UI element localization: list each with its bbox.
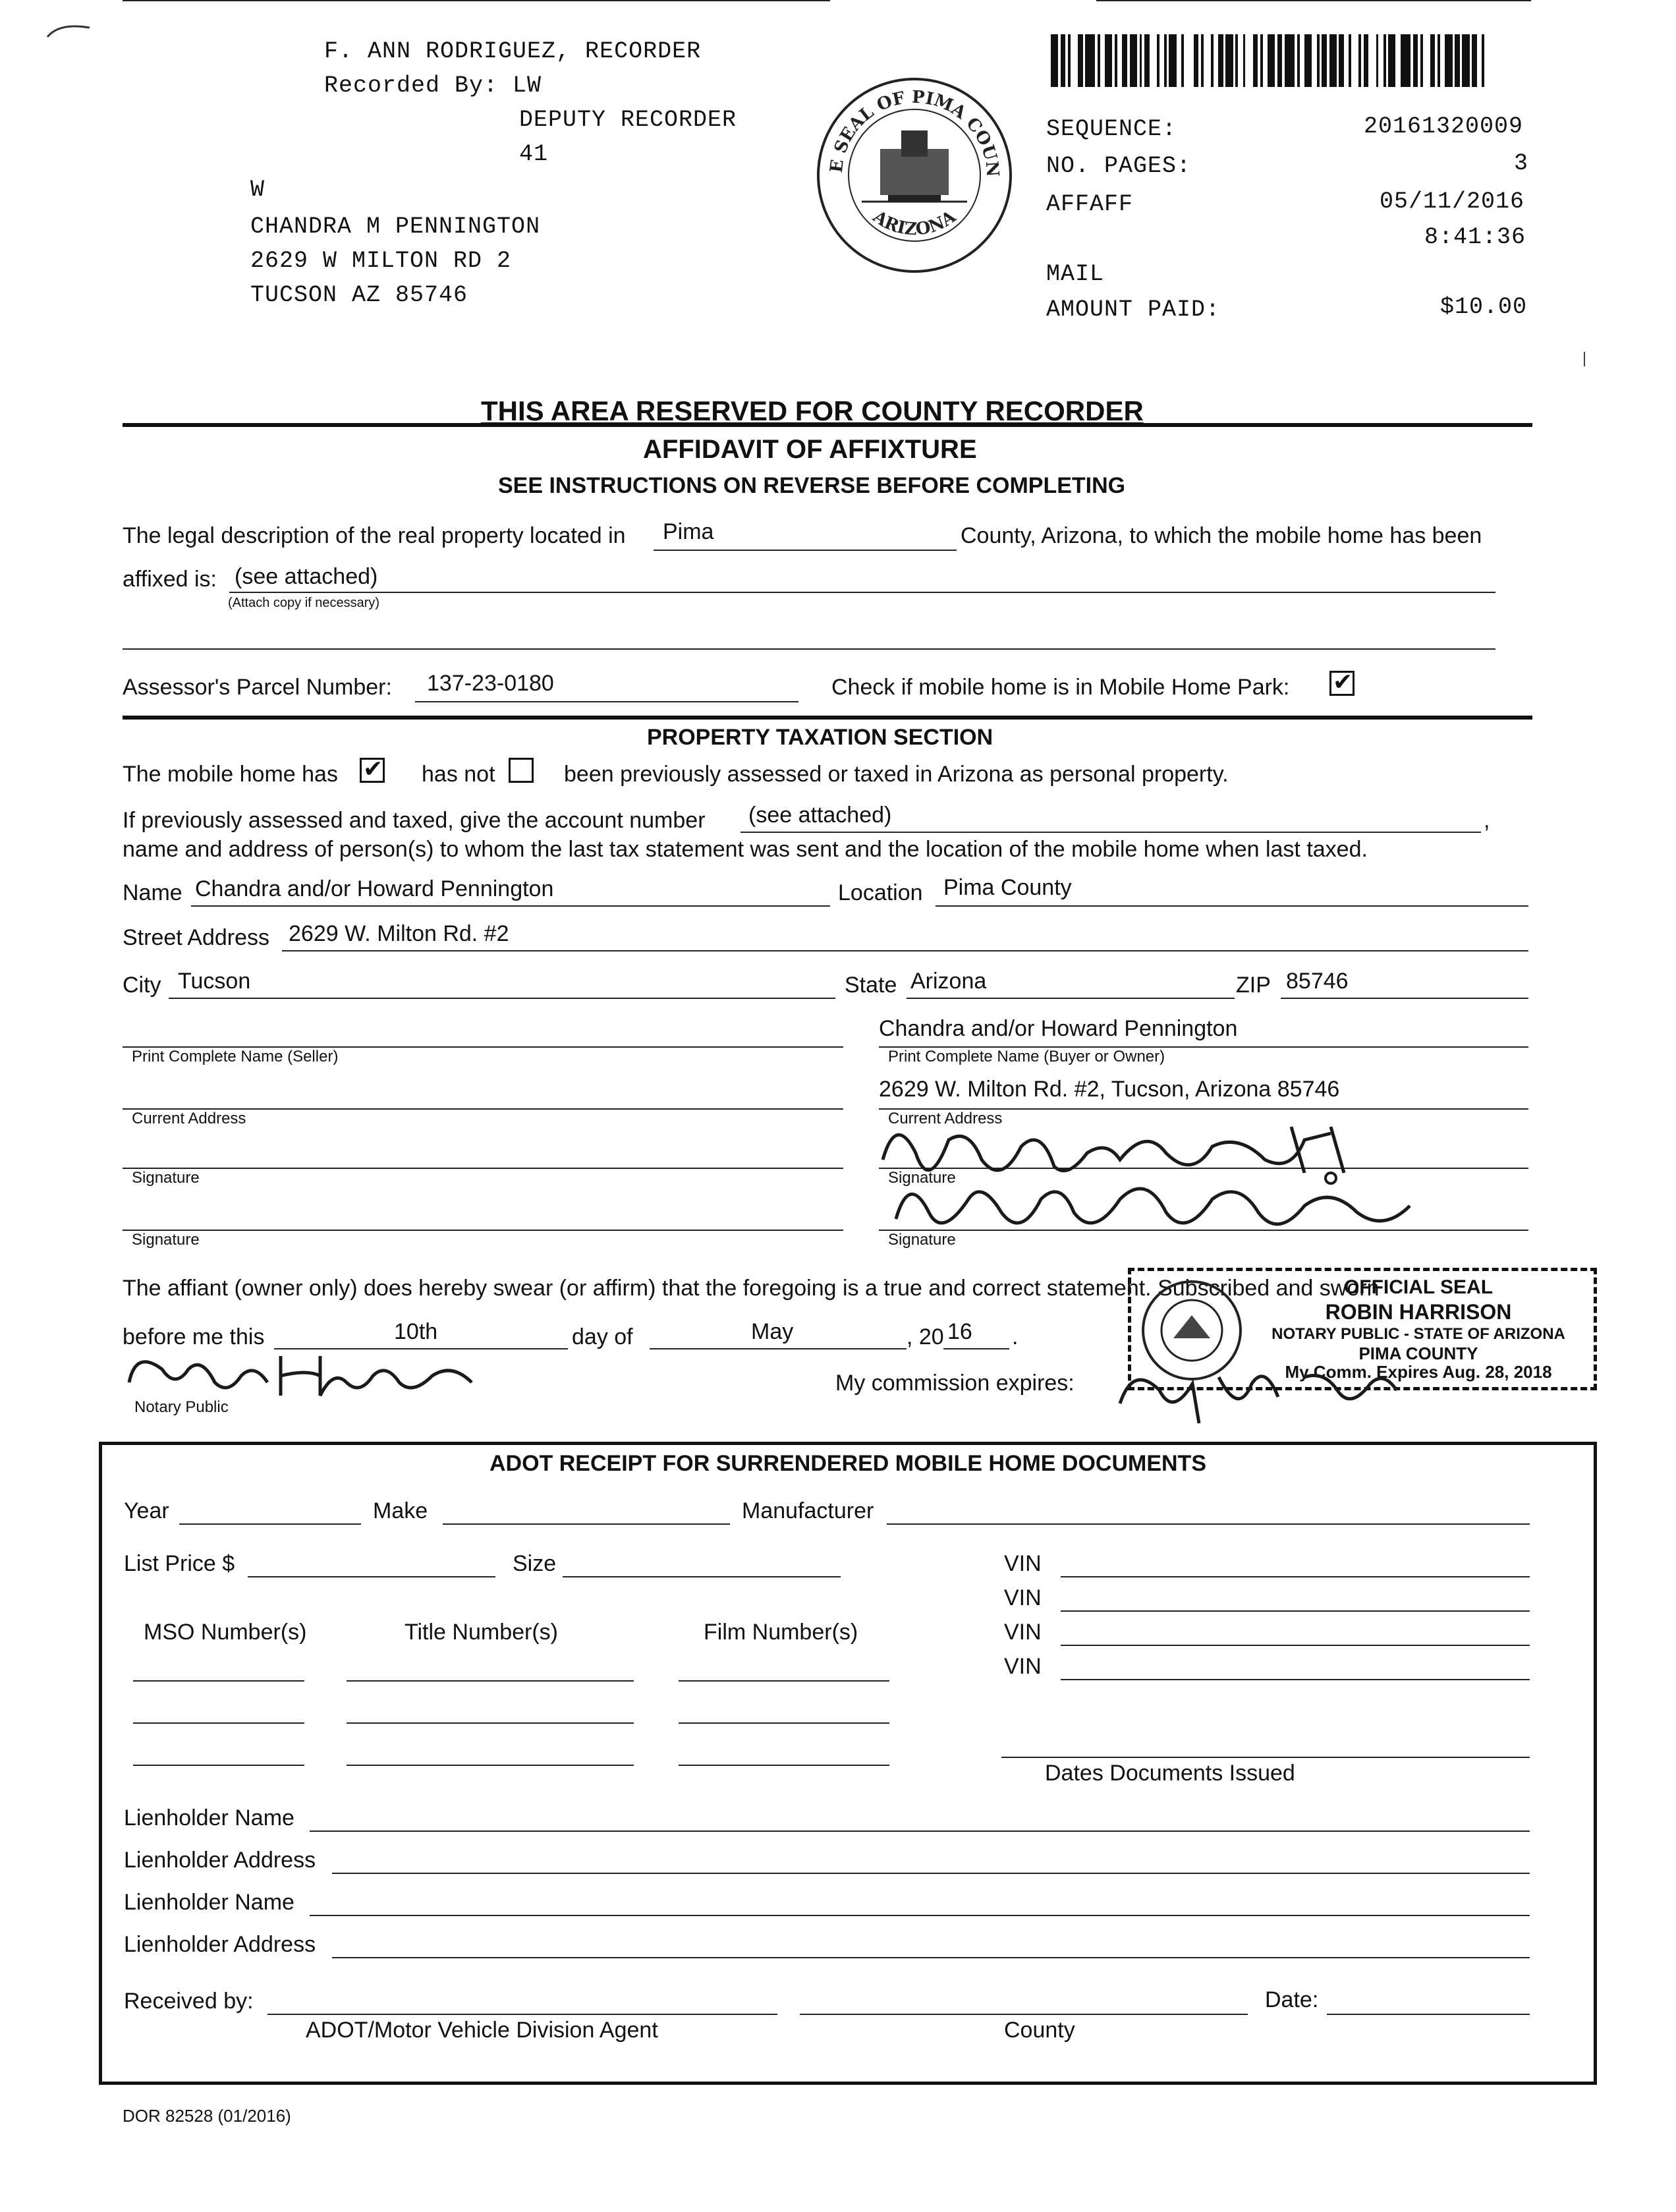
- buyer-address-field[interactable]: 2629 W. Milton Rd. #2, Tucson, Arizona 85746: [879, 1077, 1340, 1102]
- day-of-label: day of: [572, 1324, 633, 1349]
- location-line: [936, 905, 1528, 907]
- adot-agent-field[interactable]: [267, 2014, 777, 2015]
- seller-signature-1-caption: Signature: [132, 1169, 200, 1187]
- adot-title-field-1[interactable]: [347, 1680, 634, 1682]
- day-field[interactable]: 10th: [394, 1319, 438, 1344]
- adot-film-field-2[interactable]: [679, 1722, 889, 1724]
- year-suffix: .: [1012, 1324, 1019, 1349]
- adot-title-field-3[interactable]: [347, 1765, 634, 1766]
- affixed-label: affixed is:: [123, 567, 217, 592]
- street-label: Street Address: [123, 925, 270, 950]
- recorded-by: Recorded By: LW: [324, 72, 542, 99]
- park-label: Check if mobile home is in Mobile Home Park:: [831, 675, 1290, 700]
- adot-mso-field-1[interactable]: [133, 1680, 304, 1682]
- adot-lienholder-name-label-2: Lienholder Name: [124, 1890, 294, 1915]
- adot-title-field-2[interactable]: [347, 1722, 634, 1724]
- adot-received-label: Received by:: [124, 1989, 254, 2014]
- adot-list-price-field[interactable]: [248, 1576, 495, 1577]
- has-checkbox[interactable]: ✔: [360, 758, 385, 783]
- document-title: AFFIDAVIT OF AFFIXTURE: [643, 435, 977, 464]
- county-field[interactable]: Pima: [663, 519, 714, 544]
- adot-vin-label-2: VIN: [1004, 1585, 1042, 1610]
- adot-manufacturer-field[interactable]: [887, 1523, 1530, 1525]
- state-line: [907, 998, 1235, 999]
- buyer-name-caption: Print Complete Name (Buyer or Owner): [888, 1048, 1165, 1065]
- account-line: [740, 832, 1481, 833]
- city-line: [169, 998, 835, 999]
- adot-title-number-label: Title Number(s): [405, 1620, 558, 1645]
- adot-lienholder-name-label-1: Lienholder Name: [124, 1805, 294, 1830]
- year-line: [943, 1348, 1009, 1349]
- barcode: [1051, 34, 1492, 87]
- divider-taxation: [123, 716, 1532, 720]
- seller-signature-1-line[interactable]: [123, 1168, 843, 1169]
- buyer-name-field[interactable]: Chandra and/or Howard Pennington: [879, 1016, 1238, 1041]
- svg-text:ARIZONA: ARIZONA: [869, 206, 960, 240]
- account-comma: ,: [1484, 808, 1490, 833]
- legal-line-2: [123, 648, 1495, 650]
- adot-lienholder-name-field-1[interactable]: [310, 1830, 1530, 1832]
- affixed-field[interactable]: (see attached): [235, 564, 378, 589]
- deputy-recorder: DEPUTY RECORDER: [519, 107, 737, 133]
- state-label: State: [845, 973, 897, 998]
- return-name: CHANDRA M PENNINGTON: [250, 213, 541, 240]
- record-date: 05/11/2016: [1380, 188, 1525, 215]
- name-label: Name: [123, 880, 182, 905]
- before-me-label: before me this: [123, 1324, 265, 1349]
- legal-suffix: County, Arizona, to which the mobile home has been: [961, 523, 1482, 548]
- pima-county-seal: [816, 76, 1013, 274]
- parcel-line: [415, 701, 798, 702]
- adot-vin-label-1: VIN: [1004, 1551, 1042, 1576]
- svg-text:THE SEAL OF PIMA COUNTY: E SEAL OF PIMA COUN: [826, 87, 1003, 178]
- adot-lienholder-address-field-1[interactable]: [332, 1873, 1530, 1874]
- adot-county-caption: County: [1004, 2018, 1075, 2043]
- commission-line[interactable]: [1096, 0, 1531, 1]
- notary-signature: [123, 1343, 491, 1402]
- reserved-area-heading: THIS AREA RESERVED FOR COUNTY RECORDER: [481, 395, 1144, 426]
- adot-film-label: Film Number(s): [704, 1620, 858, 1645]
- return-city: TUCSON AZ 85746: [250, 282, 468, 308]
- sequence-label: SEQUENCE:: [1046, 116, 1177, 142]
- park-checkbox[interactable]: ✔: [1329, 671, 1355, 696]
- buyer-signature-1-caption: Signature: [888, 1169, 956, 1187]
- street-field[interactable]: 2629 W. Milton Rd. #2: [289, 921, 509, 946]
- recorder-name: F. ANN RODRIGUEZ, RECORDER: [324, 38, 702, 65]
- document-type: AFFAFF: [1046, 191, 1134, 217]
- adot-title: ADOT RECEIPT FOR SURRENDERED MOBILE HOME DOCUMENTS: [489, 1451, 1207, 1476]
- adot-date-label: Date:: [1265, 1987, 1319, 2012]
- month-line: [650, 1348, 907, 1349]
- adot-manufacturer-label: Manufacturer: [742, 1498, 874, 1523]
- name-line: [191, 905, 830, 907]
- adot-county-field[interactable]: [800, 2014, 1248, 2015]
- name-field[interactable]: Chandra and/or Howard Pennington: [195, 876, 554, 901]
- year-field[interactable]: 16: [947, 1319, 972, 1344]
- location-field[interactable]: Pima County: [943, 875, 1072, 900]
- adot-size-label: Size: [513, 1551, 557, 1576]
- pages-value: 3: [1514, 150, 1529, 177]
- sequence-value: 20161320009: [1364, 113, 1524, 140]
- recorder-number: 41: [519, 141, 549, 167]
- adot-make-field[interactable]: [443, 1523, 730, 1525]
- adot-vin-field-1[interactable]: [1061, 1576, 1530, 1577]
- affixed-line: [229, 592, 1495, 593]
- taxation-heading: PROPERTY TAXATION SECTION: [647, 725, 993, 750]
- seller-name-caption: Print Complete Name (Seller): [132, 1048, 339, 1065]
- seller-signature-2-caption: Signature: [132, 1231, 200, 1249]
- adot-dates-label: Dates Documents Issued: [1045, 1761, 1295, 1786]
- owner-signatures: [870, 1100, 1436, 1252]
- has-suffix: been previously assessed or taxed in Arizona as personal property.: [564, 762, 1229, 787]
- parcel-number-field[interactable]: 137-23-0180: [427, 671, 554, 696]
- amount-value: $10.00: [1440, 294, 1528, 320]
- pages-label: NO. PAGES:: [1046, 153, 1192, 179]
- instructions-subtitle: SEE INSTRUCTIONS ON REVERSE BEFORE COMPLETING: [498, 473, 1126, 498]
- has-not-checkbox[interactable]: [509, 758, 534, 783]
- county-field-line: [654, 550, 957, 551]
- zip-label: ZIP: [1236, 973, 1271, 998]
- adot-vin-field-2[interactable]: [1061, 1610, 1530, 1612]
- legal-prefix: The legal description of the real property located in: [123, 523, 626, 548]
- city-field[interactable]: Tucson: [178, 969, 251, 994]
- adot-vin-field-3[interactable]: [1061, 1645, 1530, 1646]
- return-street: 2629 W MILTON RD 2: [250, 248, 512, 274]
- adot-mso-field-3[interactable]: [133, 1765, 304, 1766]
- adot-make-label: Make: [373, 1498, 428, 1523]
- adot-year-label: Year: [124, 1498, 169, 1523]
- account-prefix: If previously assessed and taxed, give the account number: [123, 808, 706, 833]
- account-line-2: name and address of person(s) to whom the last tax statement was sent and the location of the mobile home when last taxed.: [123, 837, 1368, 862]
- account-number-field[interactable]: (see attached): [748, 803, 892, 828]
- adot-size-field[interactable]: [563, 1576, 841, 1577]
- return-code: W: [250, 177, 265, 203]
- adot-agent-caption: ADOT/Motor Vehicle Division Agent: [306, 2018, 658, 2043]
- month-field[interactable]: May: [751, 1319, 794, 1344]
- scan-corner-mark: [46, 20, 92, 40]
- has-prefix: The mobile home has: [123, 762, 338, 787]
- adot-vin-label-4: VIN: [1004, 1654, 1042, 1679]
- adot-list-price-label: List Price $: [124, 1551, 235, 1576]
- adot-year-field[interactable]: [179, 1523, 361, 1525]
- adot-lienholder-name-field-2[interactable]: [310, 1915, 1530, 1916]
- amount-label: AMOUNT PAID:: [1046, 297, 1221, 323]
- zip-line: [1281, 998, 1528, 999]
- adot-vin-label-3: VIN: [1004, 1620, 1042, 1645]
- city-label: City: [123, 973, 161, 998]
- adot-date-field[interactable]: [1327, 2014, 1530, 2015]
- scan-tick: [1584, 352, 1585, 366]
- zip-field[interactable]: 85746: [1286, 969, 1349, 994]
- affirm-statement: The affiant (owner only) does hereby swear (or affirm) that the foregoing is a true and correct statement. Subscribed and sworn: [123, 1276, 1380, 1301]
- divider-top: [123, 423, 1532, 427]
- commission-handwritten: [1107, 1351, 1410, 1430]
- adot-lienholder-address-label-2: Lienholder Address: [124, 1932, 316, 1957]
- adot-receipt-box: [99, 1442, 1597, 2085]
- form-number: DOR 82528 (01/2016): [123, 2106, 291, 2126]
- adot-lienholder-address-field-2[interactable]: [332, 1957, 1530, 1958]
- record-time: 8:41:36: [1424, 224, 1526, 250]
- location-label: Location: [838, 880, 923, 905]
- seller-signature-2-line[interactable]: [123, 1230, 843, 1231]
- adot-vin-field-4[interactable]: [1061, 1679, 1530, 1680]
- commission-label: My commission expires:: [835, 1371, 1075, 1396]
- street-line: [282, 950, 1528, 951]
- state-field[interactable]: Arizona: [910, 969, 987, 994]
- adot-film-field-1[interactable]: [679, 1680, 889, 1682]
- adot-lienholder-address-label-1: Lienholder Address: [124, 1848, 316, 1873]
- year-prefix: , 20: [907, 1324, 944, 1349]
- adot-film-field-3[interactable]: [679, 1765, 889, 1766]
- has-not-label: has not: [422, 762, 495, 787]
- notary-caption: Notary Public: [134, 1398, 229, 1416]
- mail-label: MAIL: [1046, 261, 1105, 287]
- buyer-signature-2-caption: Signature: [888, 1231, 956, 1249]
- adot-mso-label: MSO Number(s): [144, 1620, 307, 1645]
- buyer-address-caption: Current Address: [888, 1110, 1003, 1127]
- adot-dates-field[interactable]: [1001, 1757, 1530, 1758]
- attach-note: (Attach copy if necessary): [228, 596, 380, 610]
- notary-seal-stamp: OFFICIAL SEAL ROBIN HARRISON NOTARY PUBLIC - STATE OF ARIZONA PIMA COUNTY My Comm. Expires Aug. 28, 2018: [1128, 1268, 1597, 1390]
- notary-line[interactable]: [123, 0, 830, 1]
- adot-mso-field-2[interactable]: [133, 1722, 304, 1724]
- parcel-label: Assessor's Parcel Number:: [123, 675, 392, 700]
- seller-address-caption: Current Address: [132, 1110, 246, 1127]
